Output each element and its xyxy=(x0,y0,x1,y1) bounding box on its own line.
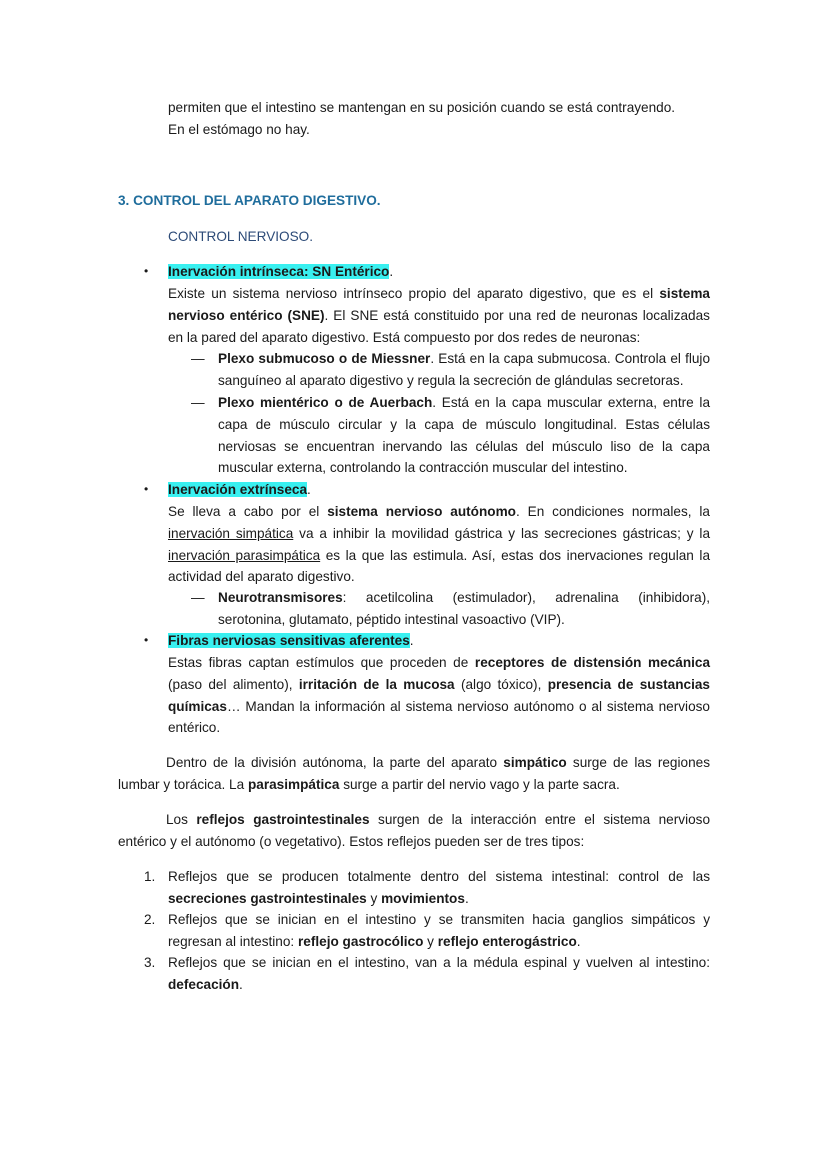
neurotransmisores-item xyxy=(218,587,710,631)
division-bold-2: parasimpática xyxy=(247,776,340,792)
bullet-icon: • xyxy=(144,482,149,496)
aferentes-text-4: … Mandan la información al sistema nervioso autónomo o al sistema nervioso entérico. xyxy=(168,698,710,736)
extrinseca-paragraph xyxy=(168,501,710,588)
extrinseca-text-4: es la que las estimula. Así, estas dos inervaciones regulan la actividad del aparato digestivo. xyxy=(168,547,710,585)
extrinseca-text-2: . En condiciones normales, la xyxy=(515,504,710,519)
mienterico-text: . Está en la capa muscular externa, entre la capa de músculo circular y la capa de músculo longitudinal. Estas células nerviosas se encuentran inervando las células del músculo liso de la capa muscular externa, controlando la contracción muscular del intestino. xyxy=(218,395,711,476)
aferentes-text-3: (algo tóxico), xyxy=(460,676,542,692)
extrinseca-heading: Inervación extrínseca. xyxy=(168,482,311,497)
reflejos-paragraph xyxy=(118,809,710,853)
intro-paragraph xyxy=(168,97,710,141)
aferentes-bold-1: receptores de distensión mecánica xyxy=(474,655,711,670)
intrinseca-text-1: Existe un sistema nervioso intrínseco propio del aparato digestivo, que es el xyxy=(168,286,654,301)
dash-icon: — xyxy=(191,590,205,605)
bullet-icon: • xyxy=(144,633,149,647)
intrinseca-title: Inervación intrínseca: SN Entérico xyxy=(168,264,390,279)
section-subtitle: CONTROL NERVIOSO. xyxy=(168,229,314,244)
division-paragraph xyxy=(118,752,710,796)
list-item-text: . xyxy=(576,933,581,949)
bullet-icon: • xyxy=(144,264,149,278)
list-number: 1. xyxy=(144,869,156,884)
neurotransmisores-text: : acetilcolina (estimulador), adrenalina (inhibidora), serotonina, glutamato, péptido intestinal vasoactivo (VIP). xyxy=(218,590,710,627)
aferentes-paragraph xyxy=(168,652,710,739)
dash-icon: — xyxy=(191,351,205,366)
mienterico-item xyxy=(218,392,710,479)
extrinseca-title: Inervación extrínseca xyxy=(168,482,308,497)
list-item-bold: defecación xyxy=(168,976,240,992)
intrinseca-bold-1: sistema nervioso entérico (SNE) xyxy=(168,286,710,323)
aferentes-bold-2: irritación de la mucosa xyxy=(298,676,455,692)
division-text-3: surge a partir del nervio vago y la parte sacra. xyxy=(343,776,620,792)
submucoso-title: Plexo submucoso o de Miessner xyxy=(218,351,431,366)
division-text-2: surge de las regiones lumbar y torácica. La xyxy=(118,755,710,792)
parasimpatica-underlined: inervación parasimpática xyxy=(168,547,321,563)
list-item-text: . xyxy=(464,890,469,906)
list-item-text: Reflejos que se inician en el intestino y se transmiten hacia ganglios simpáticos y regresan al intestino: xyxy=(168,912,710,949)
list-item-text: . xyxy=(239,976,243,992)
division-text-1: Dentro de la división autónoma, la parte del aparato xyxy=(166,755,498,770)
extrinseca-text-1: Se lleva a cabo por el xyxy=(168,504,320,519)
list-item xyxy=(168,909,710,953)
list-item-text: y xyxy=(370,890,378,906)
list-item-bold: reflejo gastrocólico xyxy=(297,933,424,949)
simpatica-underlined: inervación simpática xyxy=(168,525,294,541)
reflejos-text-2: surgen de la interacción entre el sistema nervioso entérico y el autónomo (o vegetativo). Estos reflejos pueden ser de tres tipos: xyxy=(118,812,711,849)
list-item-bold: reflejo enterogástrico xyxy=(437,933,577,949)
aferentes-text-1: Estas fibras captan estímulos que proceden de xyxy=(168,655,469,670)
section-title: 3. CONTROL DEL APARATO DIGESTIVO. xyxy=(118,193,381,208)
list-number: 3. xyxy=(144,955,156,970)
list-item-text: Reflejos que se producen totalmente dentro del sistema intestinal: control de las xyxy=(168,869,710,884)
aferentes-title: Fibras nerviosas sensitivas aferentes xyxy=(168,633,410,648)
list-item-bold: movimientos xyxy=(381,890,465,906)
extrinseca-text-3: va a inhibir la movilidad gástrica y las secreciones gástricas; y la xyxy=(299,525,711,541)
extrinseca-bold-1: sistema nervioso autónomo xyxy=(327,504,516,519)
intrinseca-paragraph xyxy=(168,283,710,348)
intrinseca-text-2: . El SNE está constituido por una red de neuronas localizadas en la pared del aparato digestivo. Está compuesto por dos redes de neuronas: xyxy=(168,307,710,345)
list-item-bold: secreciones gastrointestinales xyxy=(168,890,367,906)
list-item xyxy=(168,866,710,910)
intro-line-1: permiten que el intestino se mantengan en su posición cuando se está contrayendo. xyxy=(168,100,676,115)
reflejos-bold-1: reflejos gastrointestinales xyxy=(196,812,370,827)
dash-icon: — xyxy=(191,395,205,410)
list-item-text: y xyxy=(427,933,434,949)
intrinseca-heading: Inervación intrínseca: SN Entérico. xyxy=(168,264,394,279)
submucoso-text: . Está en la capa submucosa. Controla el flujo sanguíneo al aparato digestivo y regula la secreción de glándulas secretoras. xyxy=(218,351,711,388)
mienterico-title: Plexo mientérico o de Auerbach xyxy=(218,395,433,410)
list-item-text: Reflejos que se inician en el intestino, van a la médula espinal y vuelven al intestino: xyxy=(168,955,710,970)
aferentes-bold-3: presencia de sustancias químicas xyxy=(168,676,710,714)
list-item xyxy=(168,952,710,996)
submucoso-item xyxy=(218,348,710,392)
list-number: 2. xyxy=(144,912,156,927)
intro-line-2: En el estómago no hay. xyxy=(168,121,310,137)
reflejos-text-1: Los xyxy=(166,812,188,827)
aferentes-text-2: (paso del alimento), xyxy=(168,676,293,692)
division-bold-1: simpático xyxy=(503,755,567,770)
neurotransmisores-title: Neurotransmisores xyxy=(218,590,343,605)
aferentes-heading: Fibras nerviosas sensitivas aferentes. xyxy=(168,633,414,648)
